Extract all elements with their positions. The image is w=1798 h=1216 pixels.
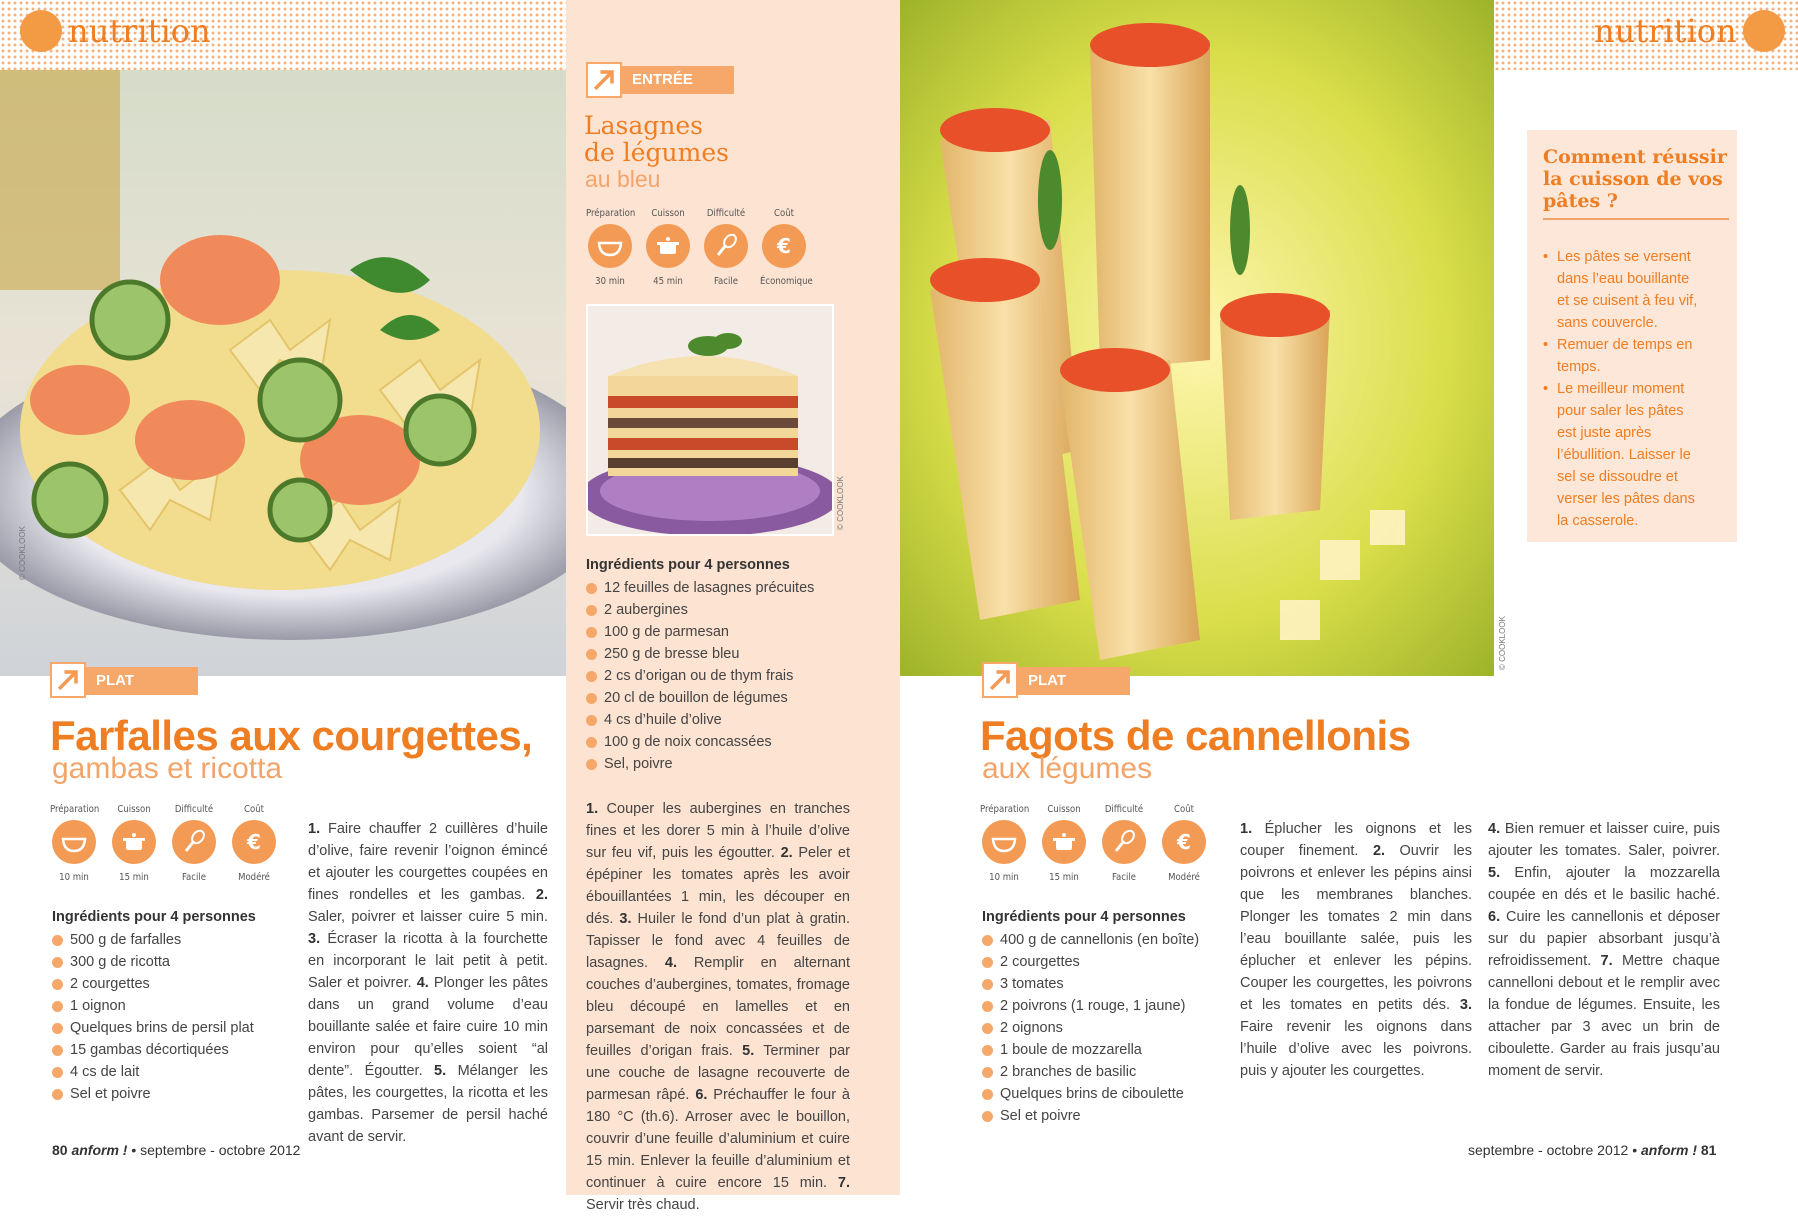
- photo-credit: © COOKLOOK: [836, 476, 845, 530]
- tip-item: • Remuer de temps en temps.: [1543, 334, 1703, 378]
- ingredient-item: 2 poivrons (1 rouge, 1 jaune): [982, 995, 1232, 1017]
- ingredient-item: Sel, poivre: [586, 753, 886, 775]
- farfalles-photo: [0, 70, 566, 676]
- recipe-meta: [980, 804, 1208, 883]
- ingredients-title: Ingrédients pour 4 personnes: [982, 909, 1186, 925]
- ingredient-item: 4 cs d’huile d’olive: [586, 709, 886, 731]
- ingredients-list: [982, 929, 1232, 1127]
- ingredient-item: 2 branches de basilic: [982, 1061, 1232, 1083]
- photo-credit: © COOKLOOK: [18, 526, 27, 580]
- arrow-icon: [50, 662, 86, 698]
- footer-left: 80 anform ! • septembre - octobre 2012: [52, 1142, 301, 1158]
- ingredient-item: 20 cl de bouillon de légumes: [586, 687, 886, 709]
- ingredient-item: 2 aubergines: [586, 599, 886, 621]
- ingredients-block: [52, 909, 292, 1105]
- tip-item: • Les pâtes se versent dans l’eau bouillante et se cuisent à feu vif, sans couvercle.: [1543, 246, 1703, 334]
- ingredient-item: 100 g de noix concassées: [586, 731, 886, 753]
- whisk-icon: [1102, 820, 1146, 864]
- meta-difficulty: Difficulté Facile: [702, 208, 750, 287]
- recipe-subtitle: au bleu: [585, 166, 661, 192]
- meta-cost: Coût € Modéré: [1160, 804, 1208, 883]
- ingredient-item: 12 feuilles de lasagnes précuites: [586, 577, 886, 599]
- recipe-steps: 1. Faire chauffer 2 cuillères d’huile d’olive, faire revenir l’oignon émincé et ajouter les courgettes coupées en fines rondelles et les gambas. 2. Saler, poivrer et laisser cuire 5 min. 3. Écraser la ricotta à la fourchette en incorporant le lait petit à petit. Saler et poivrer. 4. Plonger les pâtes dans un grand volume d’eau bouillante salée et faire cuire 10 min environ pour qu’elles soient “al dente”. Égoutter. 5. Mélanger les pâtes, les courgettes, la ricotta et les gambas. Parsemer de persil haché avant de servir.: [308, 821, 548, 1145]
- meta-difficulty: Difficulté Facile: [1100, 804, 1148, 883]
- meta-cost: Coût € Modéré: [230, 804, 278, 883]
- farfalles-illustration: [0, 70, 566, 676]
- meta-cook: Cuisson 45 min: [644, 208, 692, 287]
- orange-dot-icon: [20, 10, 62, 52]
- whisk-icon: [172, 820, 216, 864]
- recipe-steps: 1. Couper les aubergines en tranches fines et les dorer 5 min à l’huile d’olive sur feu vif, puis les égoutter. 2. Peler et épépiner les tomates après les avoir ébouillantées 1 min, les découper en dés. 3. Huiler le fond d’un plat à gratin. Tapisser le fond avec 4 feuilles de lasagnes. 4. Remplir en alternant couches d’aubergines, tomates, fromage bleu découpé en lamelles et en parsemant de noix concassées et de feuilles d’origan frais. 5. Terminer par une couche de lasagne recouverte de parmesan râpé. 6. Préchauffer le four à 180 °C (th.6). Arroser avec le bouillon, couvrir d’une feuille d’aluminium et cuire 15 min. Enlever la feuille d’aluminium et continuer à cuire encore 15 min. 7. Servir très chaud.: [586, 801, 851, 1213]
- meta-cook: Cuisson 15 min: [1040, 804, 1088, 883]
- ingredient-item: 2 oignons: [982, 1017, 1232, 1039]
- ingredients-list: [52, 929, 292, 1105]
- whisk-icon: [704, 224, 748, 268]
- ingredient-item: 2 cs d’origan ou de thym frais: [586, 665, 886, 687]
- recipe-subtitle: aux légumes: [982, 752, 1153, 785]
- tip-list: [1543, 246, 1703, 532]
- ingredient-item: 1 oignon: [52, 995, 292, 1017]
- ingredient-item: 500 g de farfalles: [52, 929, 292, 951]
- ingredients-title: Ingrédients pour 4 personnes: [586, 557, 790, 573]
- ingredients-list: [586, 577, 886, 775]
- recipe-subtitle: gambas et ricotta: [52, 752, 283, 785]
- tip-title: Comment réussir la cuisson de vos pâtes ?: [1543, 146, 1727, 212]
- recipe-title: Lasagnes de légumes: [584, 111, 729, 167]
- nutrition-header-left: nutrition: [20, 10, 211, 52]
- recipe-title: Farfalles aux courgettes,: [50, 712, 533, 759]
- recipe-steps-col1: 1. Éplucher les oignons et les couper finement. 2. Ouvrir les poivrons et enlever les pépins ainsi que les membranes blanches. Plonger les tomates 2 min dans l’eau bouillante salée, puis les éplucher et enlever les pépins. Couper les courgettes, les poivrons et les tomates en petits dés. 3. Faire revenir les oignons dans l’huile d’olive avec les poivrons. puis y ajouter les courgettes.: [1240, 821, 1472, 1079]
- pot-icon: [112, 820, 156, 864]
- meta-difficulty: Difficulté Facile: [170, 804, 218, 883]
- ingredient-item: 2 courgettes: [52, 973, 292, 995]
- euro-icon: [1162, 820, 1206, 864]
- ingredient-item: 300 g de ricotta: [52, 951, 292, 973]
- recipe-meta: [50, 804, 278, 883]
- ingredient-item: 15 gambas décortiquées: [52, 1039, 292, 1061]
- ingredient-item: 2 courgettes: [982, 951, 1232, 973]
- ingredients-block: [586, 557, 886, 775]
- ingredient-item: 3 tomates: [982, 973, 1232, 995]
- nutrition-header-right: nutrition: [1594, 10, 1785, 52]
- meta-prep: Préparation 10 min: [980, 804, 1030, 883]
- meta-cost: Coût € Économique: [760, 208, 813, 287]
- lasagnes-illustration: [588, 306, 832, 534]
- photo-credit: © COOKLOOK: [1498, 616, 1507, 670]
- bowl-icon: [982, 820, 1026, 864]
- meta-prep: Préparation 10 min: [50, 804, 100, 883]
- orange-dot-icon: [1743, 10, 1785, 52]
- ingredient-item: Quelques brins de persil plat: [52, 1017, 292, 1039]
- recipe-meta: [586, 208, 813, 287]
- ingredient-item: Sel et poivre: [52, 1083, 292, 1105]
- tip-item: • Le meilleur moment pour saler les pâtes est juste après l’ébullition. Laisser le sel se dissoudre et verser les pâtes dans la casserole.: [1543, 378, 1703, 532]
- arrow-icon: [586, 62, 622, 98]
- pot-icon: [1042, 820, 1086, 864]
- recipe-title: Fagots de cannellonis: [980, 712, 1411, 759]
- recipe-category-badge: ENTRÉE: [588, 66, 734, 94]
- cannellonis-photo: [900, 0, 1494, 676]
- recipe-category-badge: PLAT: [52, 667, 198, 695]
- euro-icon: [232, 820, 276, 864]
- ingredient-item: 400 g de cannellonis (en boîte): [982, 929, 1232, 951]
- tip-box: [1527, 130, 1737, 542]
- ingredients-block: [982, 909, 1232, 1127]
- ingredient-item: 250 g de bresse bleu: [586, 643, 886, 665]
- arrow-icon: [982, 662, 1018, 698]
- meta-prep: Préparation 30 min: [586, 208, 636, 287]
- ingredient-item: Sel et poivre: [982, 1105, 1232, 1127]
- ingredient-item: 100 g de parmesan: [586, 621, 886, 643]
- pot-icon: [646, 224, 690, 268]
- svg-text:€: €: [1177, 830, 1191, 854]
- ingredient-item: 4 cs de lait: [52, 1061, 292, 1083]
- recipe-category-badge: PLAT: [984, 667, 1130, 695]
- svg-text:€: €: [247, 830, 261, 854]
- meta-cook: Cuisson 15 min: [110, 804, 158, 883]
- tip-divider: [1543, 218, 1729, 220]
- lasagnes-photo: [586, 304, 834, 536]
- ingredients-title: Ingrédients pour 4 personnes: [52, 909, 256, 925]
- cannellonis-illustration: [900, 0, 1494, 676]
- svg-text:€: €: [777, 234, 791, 258]
- bowl-icon: [588, 224, 632, 268]
- ingredient-item: 1 boule de mozzarella: [982, 1039, 1232, 1061]
- euro-icon: [762, 224, 806, 268]
- footer-right: septembre - octobre 2012 • anform ! 81: [1468, 1142, 1717, 1158]
- recipe-steps-col2: 4. Bien remuer et laisser cuire, puis ajouter les tomates. Saler, poivrer. 5. Enfin, ajouter la mozzarella coupée en dés et le basilic haché. 6. Cuire les cannellonis et déposer sur du papier absorbant jusqu’à refroidissement. 7. Mettre chaque cannelloni debout et le remplir avec la fondue de légumes. Ensuite, les attacher par 3 avec un brin de ciboulette. Garder au frais jusqu’au moment de servir.: [1488, 821, 1720, 1079]
- ingredient-item: Quelques brins de ciboulette: [982, 1083, 1232, 1105]
- bowl-icon: [52, 820, 96, 864]
